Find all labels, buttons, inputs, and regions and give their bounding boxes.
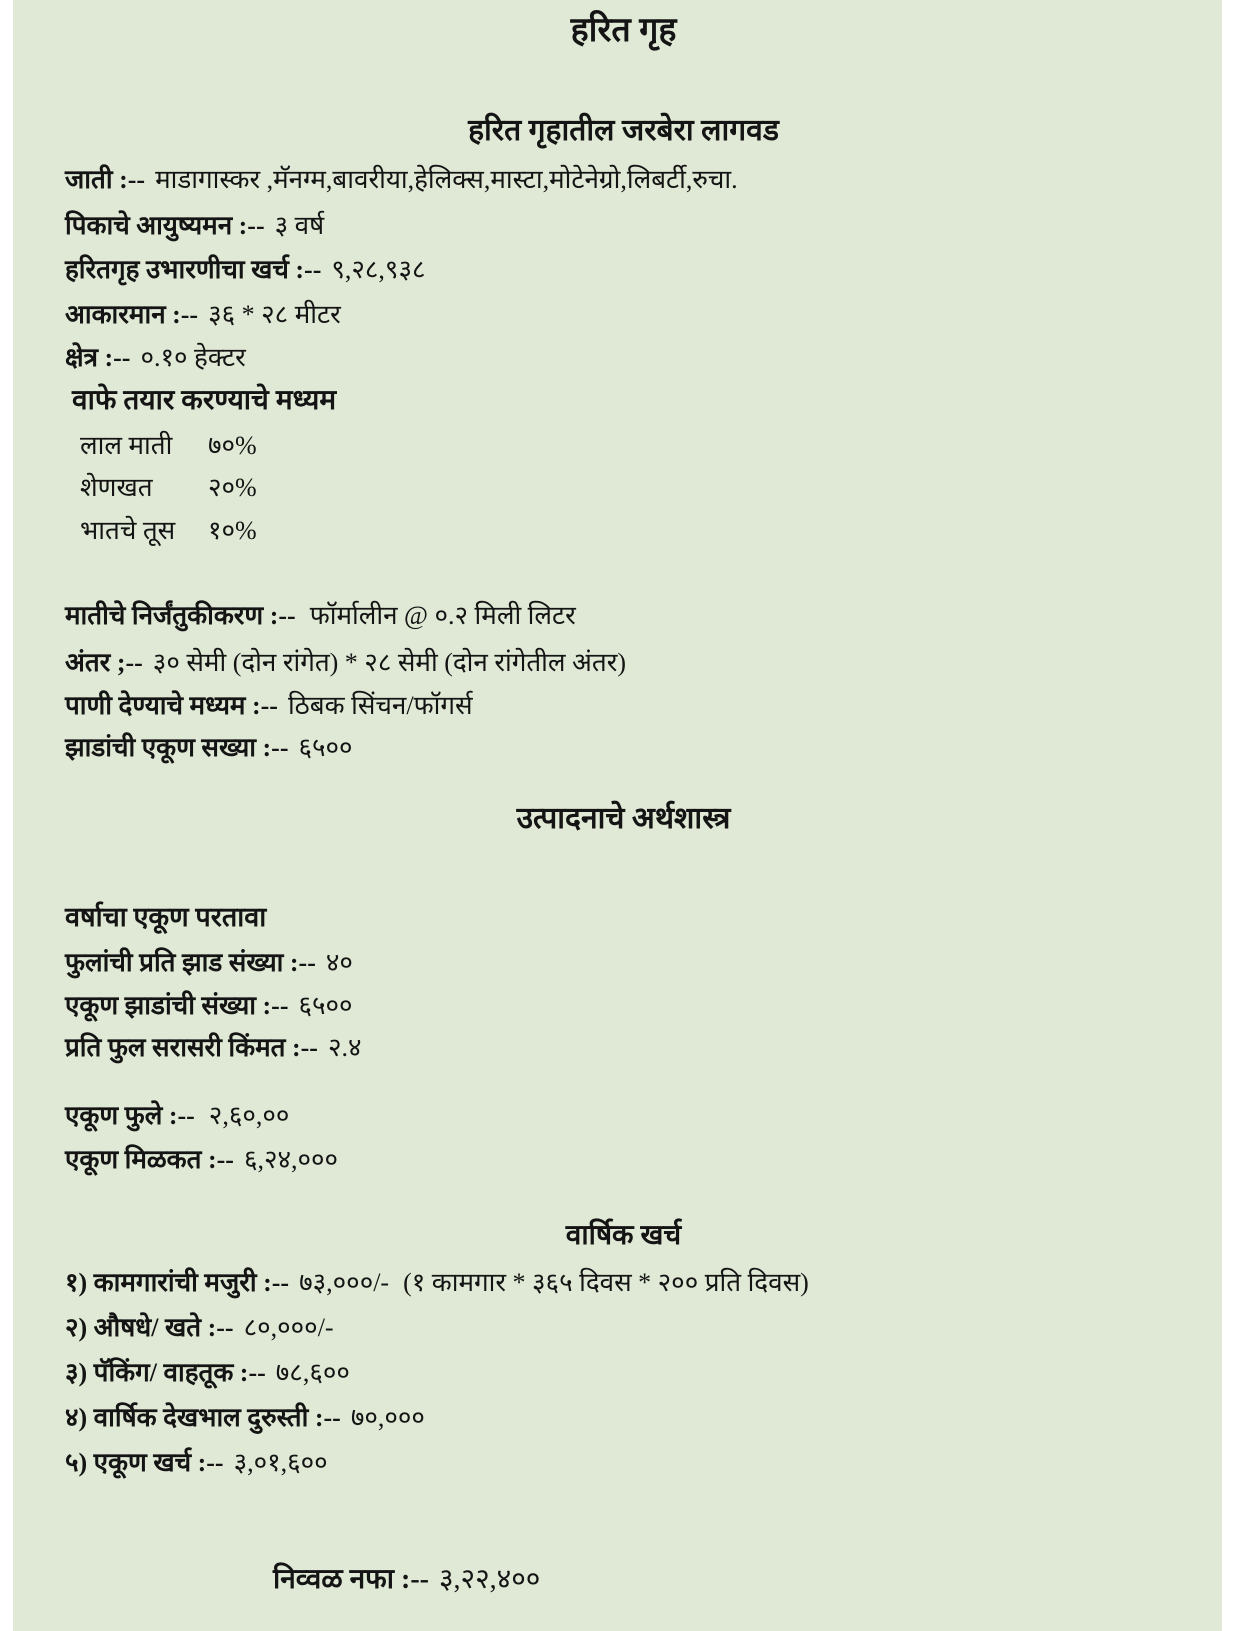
total-flowers-label: एकूण फुले :-- (65, 1101, 195, 1130)
total-plant-count-label: एकूण झाडांची संख्या :-- (65, 991, 289, 1020)
expense-item-packing-transport (65, 1355, 1182, 1391)
section-heading-cultivation: हरित गृहातील जरबेरा लागवड (468, 114, 779, 147)
soil-sterilization-label: मातीचे निर्जंतुकीकरण :-- (65, 601, 296, 630)
flowers-per-plant-value: ४० (325, 948, 353, 977)
expense-note: (१ कामगार * ३६५ दिवस * २०० प्रति दिवस) (403, 1268, 809, 1297)
construction-cost-label: हरितगृह उभारणीचा खर्च :-- (65, 255, 322, 284)
avg-flower-price-line (65, 1030, 1182, 1066)
irrigation-value: ठिबक सिंचन/फॉगर्स (287, 691, 473, 720)
expense-item-labor-wages (65, 1265, 1182, 1301)
total-plants-value: ६५०० (298, 733, 353, 762)
spacing-value: ३० सेमी (दोन रांगेत) * २८ सेमी (दोन रांगेतील अंतर) (152, 648, 626, 677)
spacing-label: अंतर ;-- (65, 648, 143, 677)
bed-medium-heading: वाफे तयार करण्याचे मध्यम (72, 385, 337, 416)
dimensions-label: आकारमान :-- (65, 300, 199, 329)
construction-cost-line (65, 252, 1182, 288)
expense-label: २) औषधे/ खते :-- (65, 1313, 234, 1342)
area-line (65, 340, 1182, 376)
total-income-label: एकूण मिळकत :-- (65, 1145, 234, 1174)
medium-name: लाल माती (80, 431, 173, 460)
total-plants-line (65, 730, 1182, 766)
medium-item-rice-husk (65, 513, 1182, 549)
flowers-per-plant-line (65, 945, 1182, 981)
total-plant-count-line (65, 988, 1182, 1024)
irrigation-line (65, 688, 1182, 724)
crop-life-line (65, 208, 1182, 244)
avg-flower-price-label: प्रति फुल सरासरी किंमत :-- (65, 1033, 318, 1062)
expense-item-annual-maintenance (65, 1400, 1182, 1436)
expense-item-medicines-fertilizers (65, 1310, 1182, 1346)
dimensions-value: ३६ * २८ मीटर (208, 300, 341, 329)
net-profit-value: ३,२२,४०० (439, 1564, 541, 1595)
expense-value: ७८,६०० (275, 1358, 350, 1387)
avg-flower-price-value: २.४ (327, 1033, 362, 1062)
expense-label: ५) एकूण खर्च :-- (65, 1448, 224, 1477)
expense-label: ३) पॅकिंग/ वाहतूक :-- (65, 1358, 266, 1387)
varieties-value: माडागास्कर ,मॅनग्म,बावरीया,हेलिक्स,मास्टा,मोटेनेग्रो,लिबर्टी,रुचा. (155, 165, 738, 194)
irrigation-label: पाणी देण्याचे मध्यम :-- (65, 691, 278, 720)
annual-return-heading: वर्षाचा एकूण परतावा (65, 902, 267, 932)
varieties-line (65, 162, 1182, 198)
total-flowers-value: २,६०,०० (208, 1101, 290, 1130)
crop-life-label: पिकाचे आयुष्यमन :-- (65, 211, 265, 240)
document-title: हरित गृह (570, 12, 677, 49)
expense-label: १) कामगारांची मजुरी :-- (65, 1268, 290, 1297)
total-income-line (65, 1142, 1182, 1178)
expense-value: ७३,०००/- (299, 1268, 390, 1297)
expense-value: ७०,००० (350, 1403, 425, 1432)
expense-value: ३,०१,६०० (233, 1448, 328, 1477)
spacing-line (65, 645, 1182, 681)
dimensions-line (65, 297, 1182, 333)
total-plants-label: झाडांची एकूण सख्या :-- (65, 733, 289, 762)
annual-expense-heading: वार्षिक खर्च (565, 1220, 682, 1251)
medium-name: शेणखत (80, 473, 153, 502)
total-flowers-line (65, 1098, 1182, 1134)
medium-name: भातचे तूस (80, 516, 176, 545)
document-content (13, 0, 1222, 1631)
expense-label: ४) वार्षिक देखभाल दुरुस्ती :-- (65, 1403, 341, 1432)
total-plant-count-value: ६५०० (298, 991, 353, 1020)
soil-sterilization-line (65, 598, 1182, 634)
expense-item-total-expense (65, 1445, 1182, 1481)
net-profit-label: निव्वळ नफा :-- (273, 1564, 429, 1595)
crop-life-value: ३ वर्ष (274, 211, 325, 240)
medium-percent: १०% (208, 516, 257, 545)
soil-sterilization-value: फॉर्मालीन @ ०.२ मिली लिटर (309, 601, 576, 630)
construction-cost-value: ९,२८,९३८ (331, 255, 426, 284)
document-page (13, 0, 1222, 1631)
total-income-value: ६,२४,००० (243, 1145, 339, 1174)
area-value: ०.१० हेक्टर (140, 343, 246, 372)
area-label: क्षेत्र :-- (65, 343, 131, 372)
varieties-label: जाती :-- (65, 165, 146, 194)
net-profit-line (65, 1560, 1182, 1600)
flowers-per-plant-label: फुलांची प्रति झाड संख्या :-- (65, 948, 316, 977)
medium-item-manure (65, 470, 1182, 506)
medium-percent: ७०% (208, 431, 257, 460)
section-heading-economics: उत्पादनाचे अर्थशास्त्र (516, 802, 731, 835)
medium-percent: २०% (208, 473, 257, 502)
medium-item-red-soil (65, 428, 1182, 464)
expense-value: ८०,०००/- (243, 1313, 334, 1342)
